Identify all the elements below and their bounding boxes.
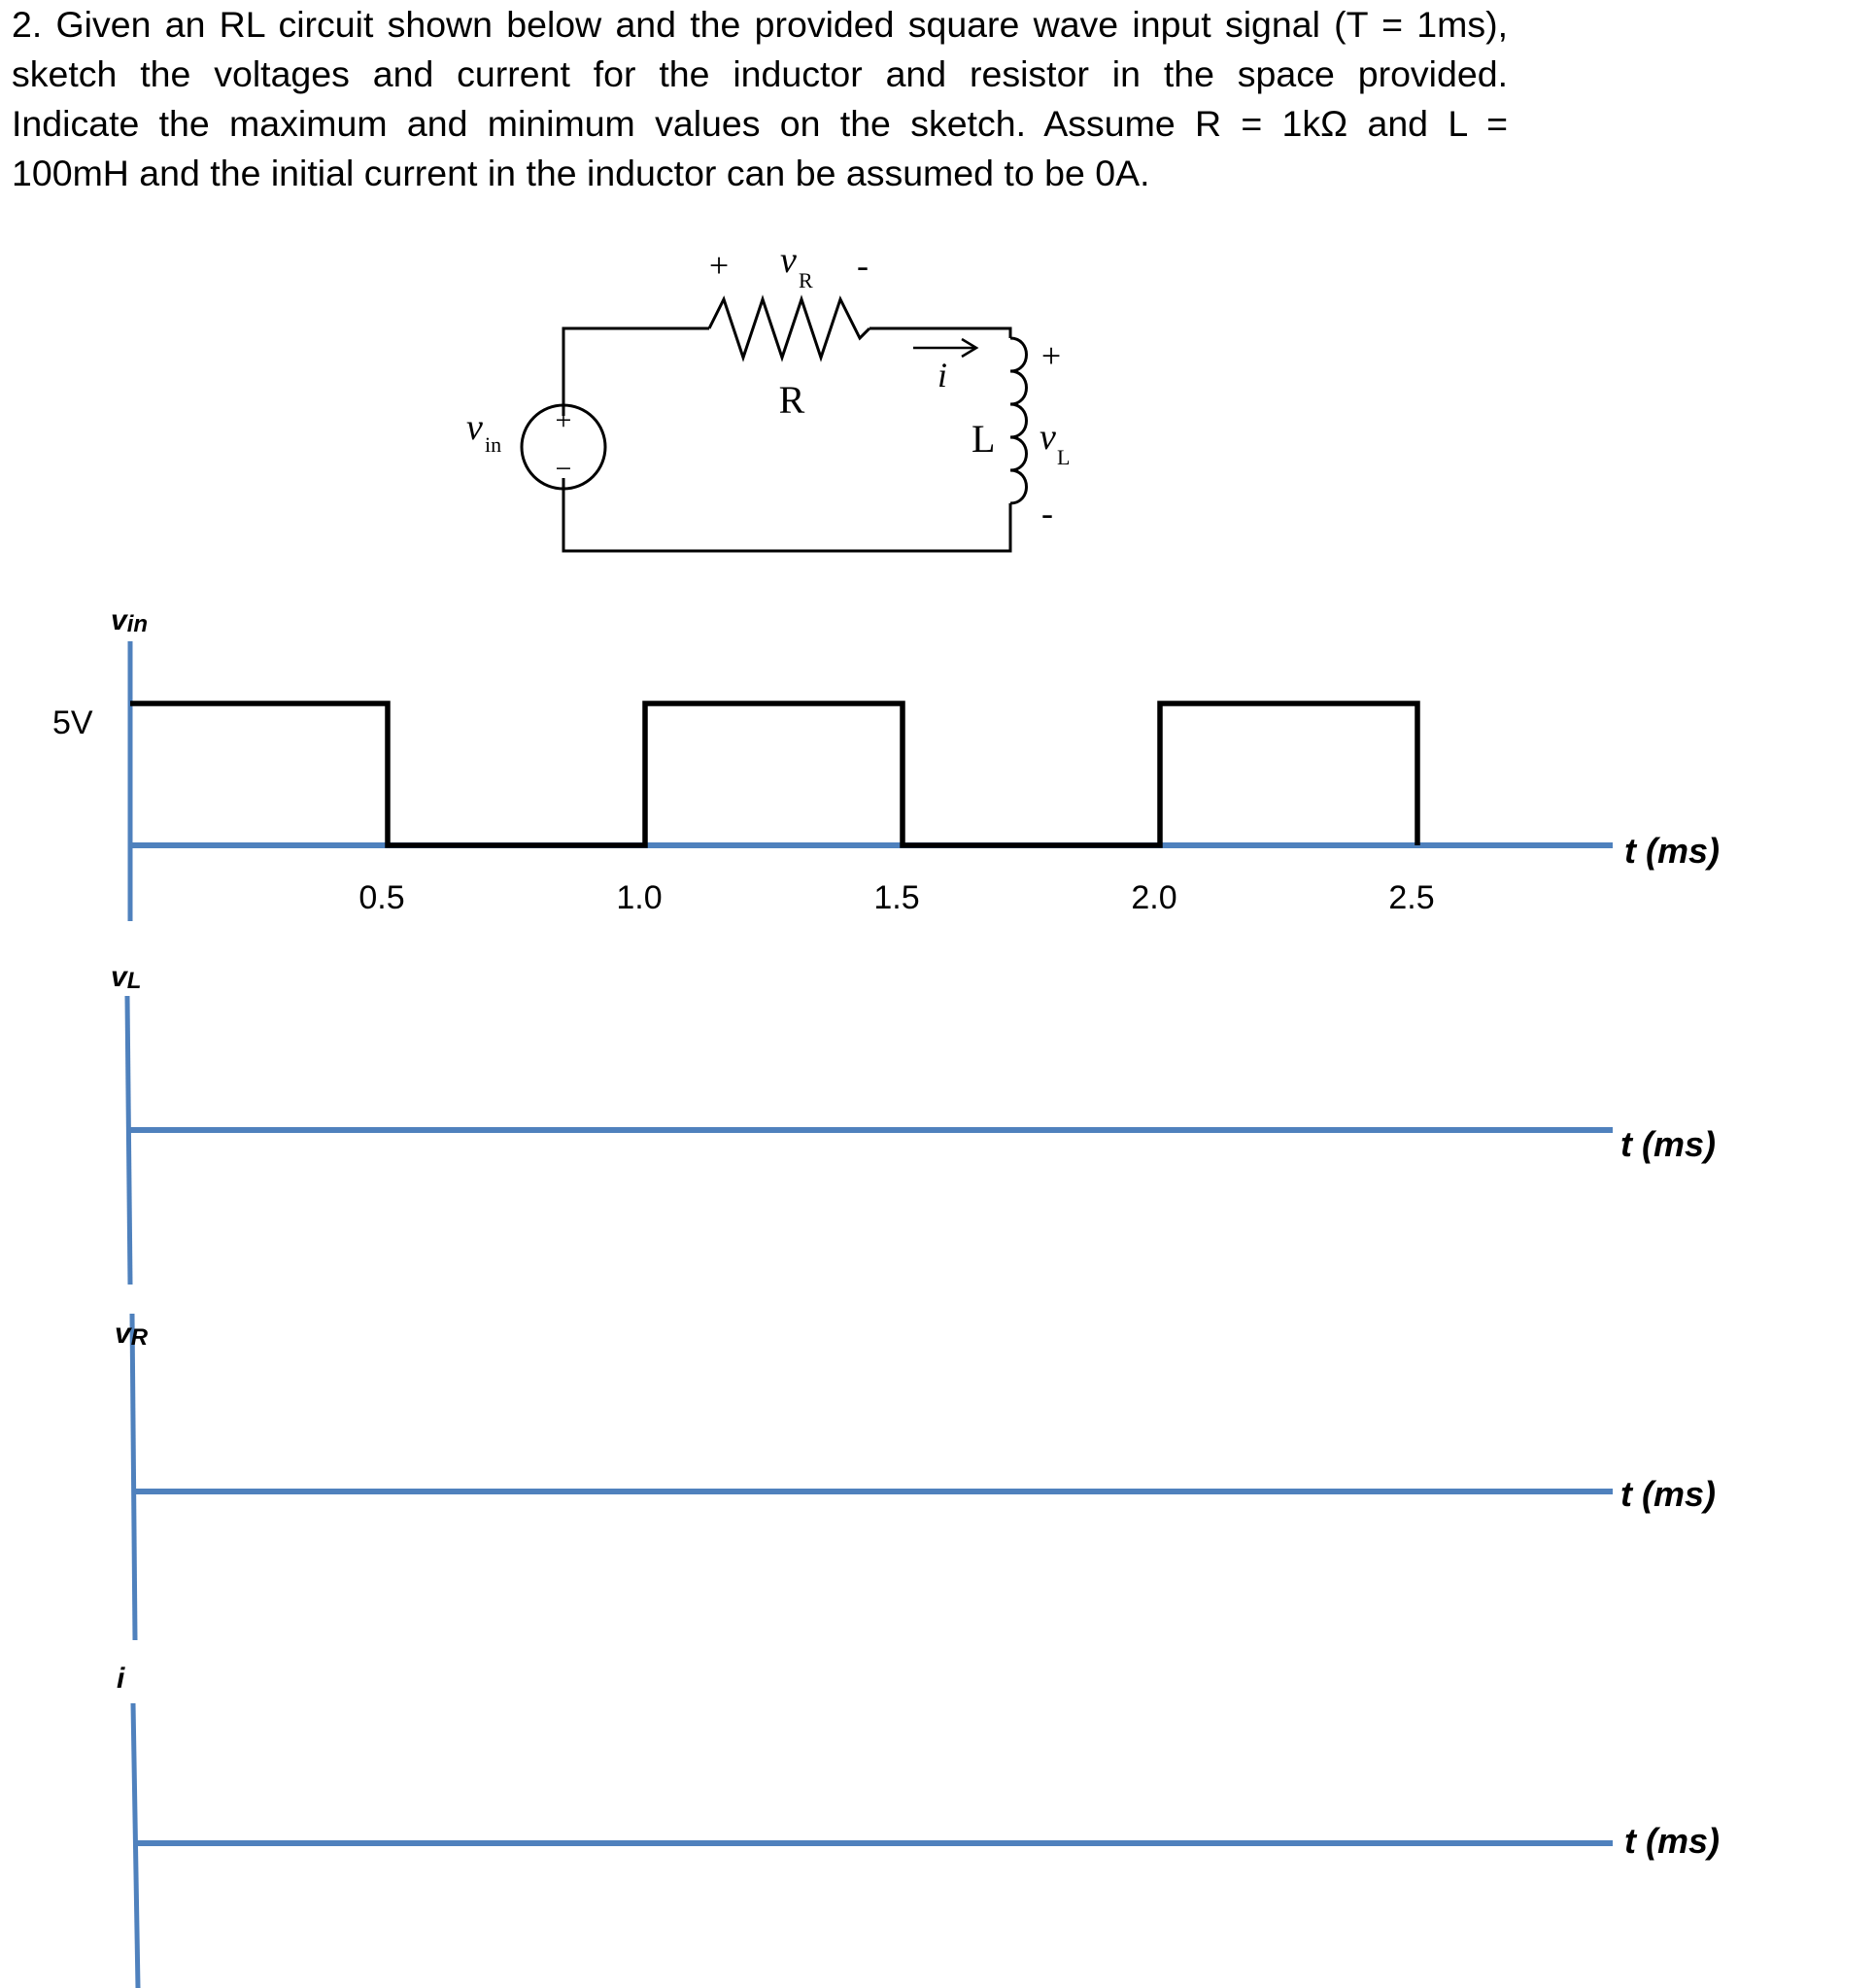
vin-x-tick-label: 1.0 [616,879,663,916]
vl-label: v [1040,417,1056,458]
vl-minus-sign: - [1041,494,1053,532]
current-label: i [938,356,948,394]
problem-line: Indicate the maximum and minimum values on the sketch. Assume R = 1kΩ and L = [12,103,1508,144]
vr-label-sub: R [799,268,813,292]
vr-graph [115,1314,1716,1640]
source-minus-sign: − [555,453,572,485]
vr-y-label: vR [115,1318,149,1351]
vin-graph [52,604,1720,921]
vr-y-axis [132,1314,135,1640]
vl-x-label: t (ms) [1620,1124,1716,1164]
resistor-label: R [778,378,805,422]
source-label-sub: in [485,432,502,457]
problem-line: sketch the voltages and current for the inductor and resistor in the space provided. [12,53,1508,94]
vl-y-label: vL [111,961,142,994]
vin-x-tick-label: 1.5 [873,879,920,916]
vin-x-tick-label: 2.5 [1388,879,1435,916]
vin-x-tick-label: 0.5 [358,879,405,916]
vr-plus-sign: + [708,246,730,285]
vl-y-axis [127,996,130,1285]
vin-5v-label: 5V [52,704,93,741]
source-label: v [466,407,483,448]
problem-line: 100mH and the initial current in the inductor can be assumed to be 0A. [12,153,1150,193]
vin-x-tick-label: 2.0 [1131,879,1177,916]
vr-minus-sign: - [857,246,869,285]
inductor-label: L [972,417,996,461]
i-y-label: i [117,1662,125,1695]
source-plus-sign: + [555,404,572,436]
problem-line: 2. Given an RL circuit shown below and the provided square wave input signal (T = 1ms), [12,4,1508,45]
vr-x-label: t (ms) [1620,1474,1716,1514]
vl-plus-sign: + [1040,336,1062,375]
vin-square-wave [130,703,1417,845]
vl-graph [111,961,1716,1285]
i-graph [117,1662,1720,1988]
i-x-label: t (ms) [1624,1821,1720,1861]
vin-x-label: t (ms) [1624,831,1720,871]
vl-label-sub: L [1057,445,1071,469]
vr-label: v [780,240,797,281]
vin-y-label: vin [111,604,149,637]
